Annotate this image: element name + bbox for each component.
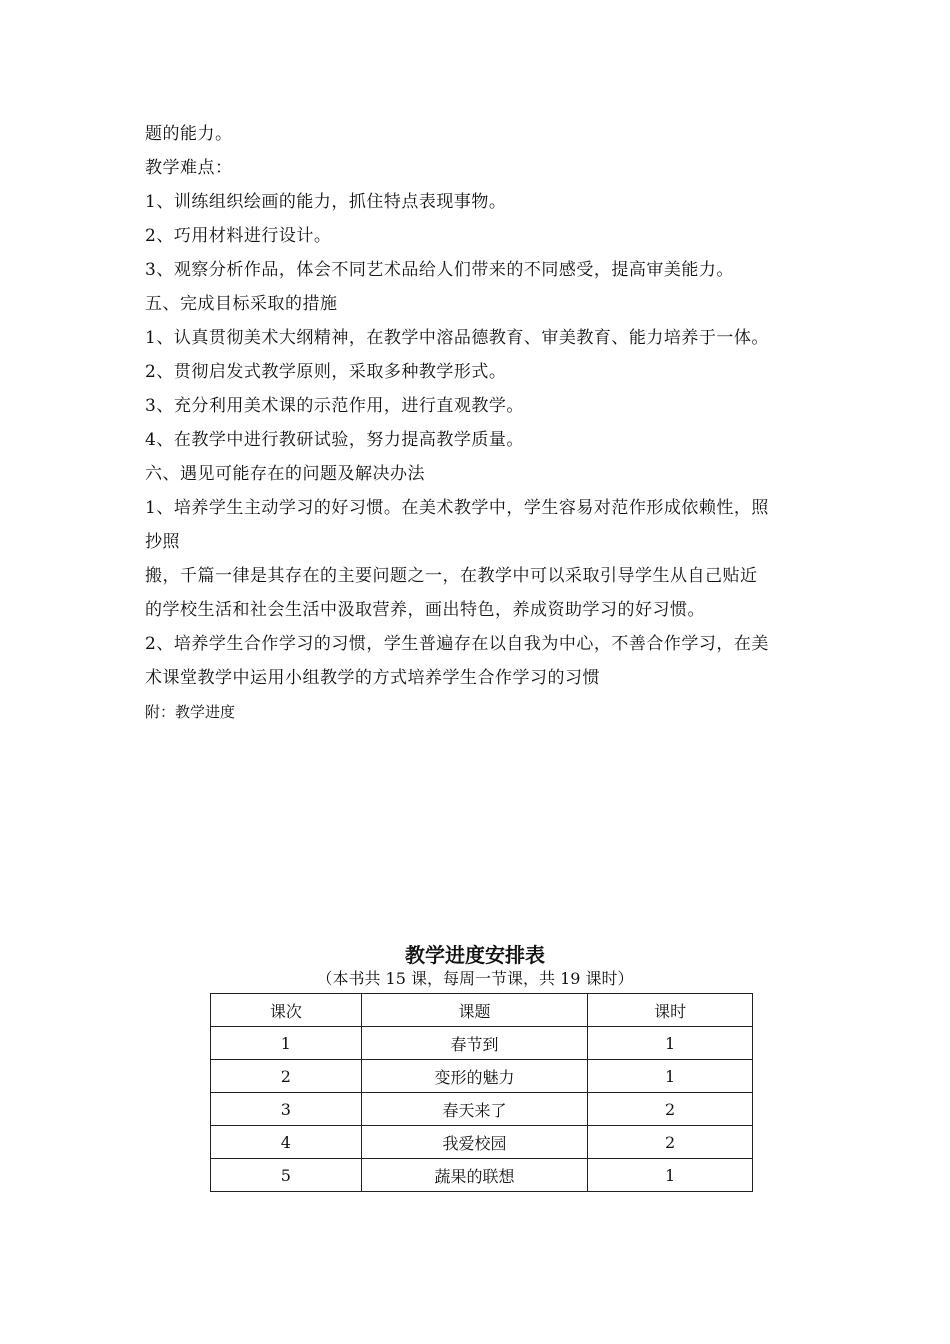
appendix-note: 附：教学进度 (145, 703, 236, 721)
table-row (211, 1126, 753, 1159)
table-header-row (211, 994, 753, 1027)
section-heading: 五、完成目标采取的措施 (145, 294, 338, 314)
paragraph-line: 2、培养学生合作学习的习惯，学生普遍存在以自我为中心，不善合作学习，在美 (145, 634, 769, 654)
paragraph-line: 1、训练组织绘画的能力，抓住特点表现事物。 (145, 192, 507, 212)
lesson-number-cell: 2 (211, 1060, 362, 1093)
lesson-topic-cell: 春天来了 (361, 1093, 588, 1126)
header-class-hours: 课时 (588, 994, 753, 1027)
header-lesson-topic: 课题 (361, 994, 588, 1027)
paragraph-line: 2、巧用材料进行设计。 (145, 226, 332, 246)
paragraph-line: 3、充分利用美术课的示范作用，进行直观教学。 (145, 396, 524, 416)
paragraph-line: 1、认真贯彻美术大纲精神，在教学中溶品德教育、审美教育、能力培养于一体。 (145, 328, 769, 348)
paragraph-line: 2、贯彻启发式教学原则，采取多种教学形式。 (145, 362, 507, 382)
class-hours-cell: 2 (588, 1093, 753, 1126)
table-row (211, 1027, 753, 1060)
schedule-subtitle: （本书共 15 课，每周一节课，共 19 课时） (316, 969, 634, 988)
lesson-number-cell: 3 (211, 1093, 362, 1126)
class-hours-cell: 2 (588, 1126, 753, 1159)
class-hours-cell: 1 (588, 1159, 753, 1192)
header-lesson-number: 课次 (211, 994, 362, 1027)
schedule-table (210, 993, 753, 1192)
section-heading: 教学难点： (145, 158, 233, 178)
paragraph-line: 题的能力。 (145, 124, 233, 144)
table-row (211, 1060, 753, 1093)
class-hours-cell: 1 (588, 1060, 753, 1093)
paragraph-line: 1、培养学生主动学习的好习惯。在美术教学中，学生容易对范作形成依赖性，照 (145, 498, 769, 518)
paragraph-line: 搬，千篇一律是其存在的主要问题之一，在教学中可以采取引导学生从自己贴近 (145, 566, 758, 586)
lesson-topic-cell: 变形的魅力 (361, 1060, 588, 1093)
paragraph-line: 4、在教学中进行教研试验，努力提高教学质量。 (145, 430, 524, 450)
lesson-number-cell: 4 (211, 1126, 362, 1159)
lesson-topic-cell: 蔬果的联想 (361, 1159, 588, 1192)
table-row (211, 1159, 753, 1192)
paragraph-line: 抄照 (145, 532, 180, 552)
body-text (145, 117, 825, 729)
paragraph-line: 的学校生活和社会生活中汲取营养，画出特色，养成资助学习的好习惯。 (145, 600, 705, 620)
section-heading: 六、遇见可能存在的问题及解决办法 (145, 464, 425, 484)
paragraph-line: 术课堂教学中运用小组教学的方式培养学生合作学习的习惯 (145, 668, 600, 688)
lesson-topic-cell: 我爱校园 (361, 1126, 588, 1159)
table-row (211, 1093, 753, 1126)
lesson-topic-cell: 春节到 (361, 1027, 588, 1060)
paragraph-line: 3、观察分析作品，体会不同艺术品给人们带来的不同感受，提高审美能力。 (145, 260, 734, 280)
schedule-title: 教学进度安排表 (405, 943, 545, 967)
class-hours-cell: 1 (588, 1027, 753, 1060)
lesson-number-cell: 1 (211, 1027, 362, 1060)
lesson-number-cell: 5 (211, 1159, 362, 1192)
